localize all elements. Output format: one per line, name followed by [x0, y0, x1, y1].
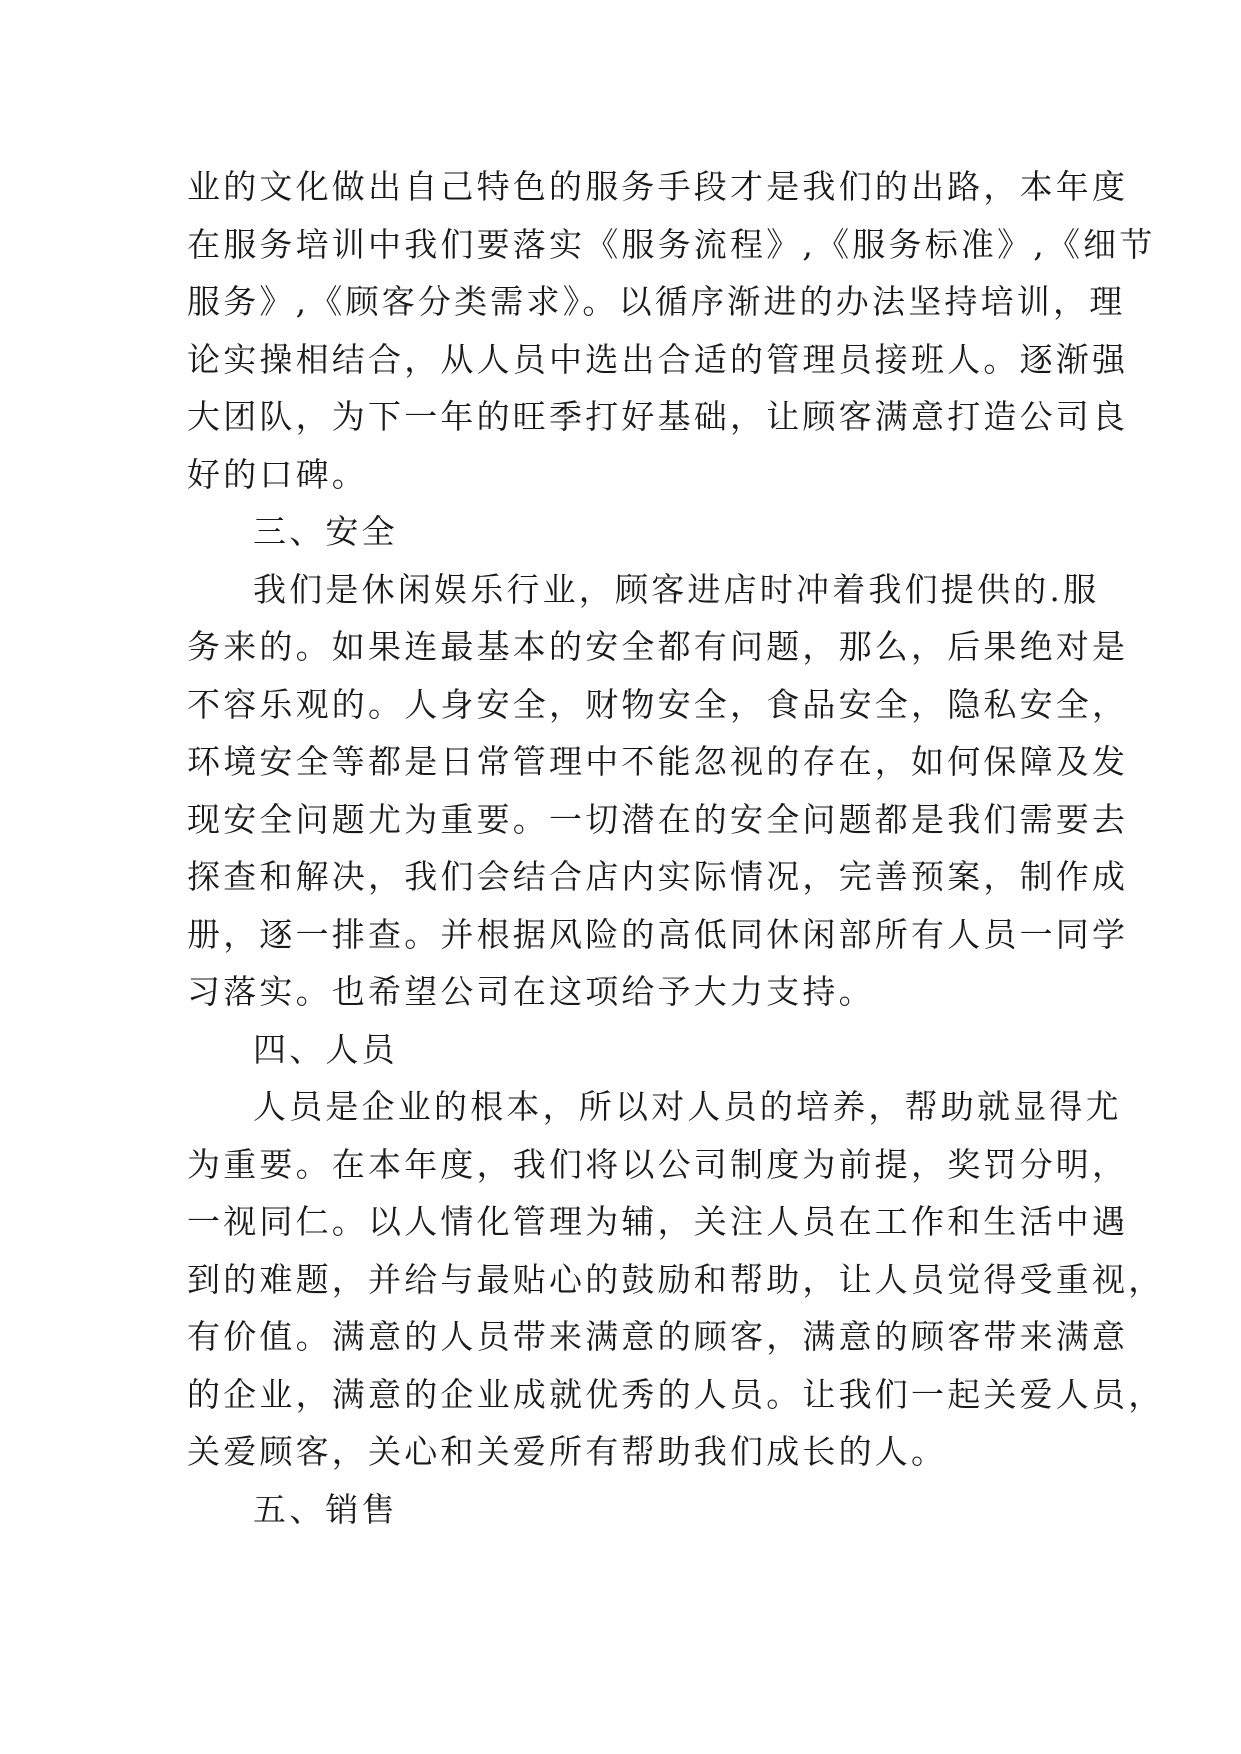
paragraph-line: 业的文化做出自己特色的服务手段才是我们的出路，本年度	[187, 167, 1129, 206]
paragraph-line: 现安全问题尤为重要。一切潜在的安全问题都是我们需要去	[187, 799, 1129, 839]
paragraph-line: 在服务培训中我们要落实《服务流程》,《服务标准》,《细节	[187, 224, 1156, 264]
paragraph-line: 好的口碑。	[187, 454, 368, 494]
paragraph-line: 有价值。满意的人员带来满意的顾客，满意的顾客带来满意	[187, 1317, 1129, 1356]
paragraph-line: 册，逐一排查。并根据风险的高低同休闲部所有人员一同学	[187, 914, 1129, 954]
paragraph-line: 关爱顾客，关心和关爱所有帮助我们成长的人。	[187, 1432, 948, 1471]
paragraph-line: 为重要。在本年度，我们将以公司制度为前提，奖罚分明，	[187, 1144, 1129, 1184]
section-heading-staff: 四、人员	[253, 1029, 398, 1069]
paragraph-line: 论实操相结合，从人员中选出合适的管理员接班人。逐渐强	[187, 339, 1129, 379]
paragraph-line: 服务》,《顾客分类需求》。以循序渐进的办法坚持培训，理	[187, 282, 1126, 321]
document-body	[187, 158, 1165, 1538]
paragraph-line: 我们是休闲娱乐行业，顾客进店时冲着我们提供的.服	[253, 569, 1100, 609]
section-heading-sales: 五、销售	[253, 1489, 398, 1529]
paragraph-line: 探查和解决，我们会结合店内实际情况，完善预案，制作成	[187, 857, 1129, 896]
paragraph-line: 一视同仁。以人情化管理为辅，关注人员在工作和生活中遇	[187, 1202, 1129, 1241]
section-heading-safety: 三、安全	[253, 512, 398, 551]
paragraph-line: 习落实。也希望公司在这项给予大力支持。	[187, 972, 875, 1011]
paragraph-line: 人员是企业的根本，所以对人员的培养，帮助就显得尤	[253, 1087, 1122, 1126]
paragraph-line: 到的难题，并给与最贴心的鼓励和帮助，让人员觉得受重视，	[187, 1259, 1165, 1299]
paragraph-line: 的企业，满意的企业成就优秀的人员。让我们一起关爱人员，	[187, 1374, 1165, 1414]
paragraph-line: 务来的。如果连最基本的安全都有问题，那么，后果绝对是	[187, 627, 1129, 666]
paragraph-line: 大团队，为下一年的旺季打好基础，让顾客满意打造公司良	[187, 397, 1129, 436]
paragraph-line: 不容乐观的。人身安全，财物安全，食品安全，隐私安全，	[187, 684, 1129, 724]
paragraph-line: 环境安全等都是日常管理中不能忽视的存在，如何保障及发	[187, 742, 1129, 781]
